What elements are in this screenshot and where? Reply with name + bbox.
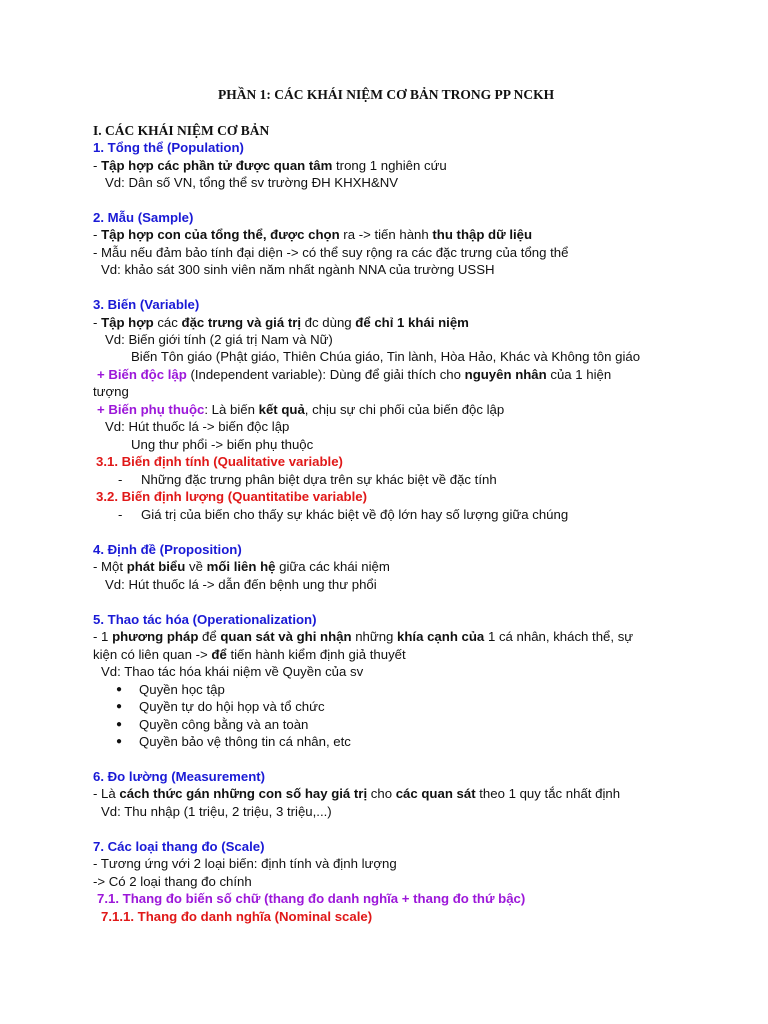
quantitative-variable-text: Giá trị của biến cho thấy sự khác biệt về độ lớn hay số lượng giữa chúng (141, 507, 569, 522)
dependent-variable-line: + Biến phụ thuộc: Là biến kết quả, chịu sự chi phối của biến độc lập (97, 402, 505, 417)
measurement-example: Vd: Thu nhập (1 triệu, 2 triệu, 3 triệu,...) (101, 804, 332, 819)
bullet-marker: ● (116, 684, 123, 695)
list-item: Quyền học tập (139, 682, 225, 697)
heading-quantitative-variable: 3.2. Biến định lượng (Quantitatibe variable) (96, 489, 367, 504)
variable-example-gender: Vd: Biến giới tính (2 giá trị Nam và Nữ) (105, 332, 333, 347)
heading-nominal-scale: 7.1.1. Thang đo danh nghĩa (Nominal scale) (101, 909, 373, 924)
heading-measurement: 6. Đo lường (Measurement) (93, 769, 266, 784)
independent-variable-line: + Biến độc lập (Independent variable): Dùng để giải thích cho nguyên nhân của 1 hiện (97, 367, 612, 382)
list-item: Quyền tự do hội họp và tổ chức (139, 699, 325, 714)
heading-sample: 2. Mẫu (Sample) (93, 210, 194, 225)
proposition-example: Vd: Hút thuốc lá -> dẫn đến bệnh ung thư phổi (105, 577, 377, 592)
bullet-marker: ● (116, 719, 123, 730)
heading-variable: 3. Biến (Variable) (93, 297, 200, 312)
bullet-marker: ● (116, 701, 123, 712)
qualitative-variable-text: Những đặc trưng phân biệt dựa trên sự khác biệt về đặc tính (141, 472, 497, 487)
independent-variable-line-cont: tượng (93, 384, 129, 399)
page-title: PHẦN 1: CÁC KHÁI NIỆM CƠ BẢN TRONG PP NCKH (218, 87, 555, 102)
scale-two-main-line: -> Có 2 loại thang đo chính (93, 874, 252, 889)
sample-representativeness: - Mẫu nếu đảm bảo tính đại diện -> có thể suy rộng ra các đặc trưng của tổng thể (93, 245, 569, 260)
bullet-marker: ● (116, 736, 123, 747)
operationalization-definition-cont: kiện có liên quan -> để tiến hành kiểm định giả thuyết (93, 647, 406, 662)
variable-definition: - Tập hợp các đặc trưng và giá trị đc dùng để chỉ 1 khái niệm (93, 315, 469, 330)
heading-scale: 7. Các loại thang đo (Scale) (93, 839, 265, 854)
sample-definition: - Tập hợp con của tổng thể, được chọn ra -> tiến hành thu thập dữ liệu (93, 227, 533, 242)
heading-operationalization: 5. Thao tác hóa (Operationalization) (93, 612, 317, 627)
population-example: Vd: Dân số VN, tổng thể sv trường ĐH KHXH&NV (105, 175, 399, 190)
proposition-definition: - Một phát biểu về mối liên hệ giữa các khái niệm (93, 559, 390, 574)
lung-cancer-example: Ung thư phổi -> biến phụ thuộc (131, 437, 314, 452)
scale-types-line: - Tương ứng với 2 loại biến: định tính và định lượng (93, 856, 397, 871)
smoking-example: Vd: Hút thuốc lá -> biến độc lập (105, 419, 290, 434)
dash-marker: - (118, 472, 123, 487)
population-definition: - Tập hợp các phần tử được quan tâm trong 1 nghiên cứu (93, 158, 447, 173)
list-item: Quyền công bằng và an toàn (139, 717, 309, 732)
heading-population: 1. Tổng thể (Population) (93, 140, 244, 155)
sample-example: Vd: khảo sát 300 sinh viên năm nhất ngành NNA của trường USSH (101, 262, 495, 277)
section-heading-I: I. CÁC KHÁI NIỆM CƠ BẢN (93, 123, 270, 138)
dash-marker: - (118, 507, 123, 522)
heading-text-variable-scale: 7.1. Thang đo biến số chữ (thang đo danh nghĩa + thang đo thứ bậc) (97, 891, 526, 906)
variable-example-religion: Biến Tôn giáo (Phật giáo, Thiên Chúa giáo, Tin lành, Hòa Hảo, Khác và Không tôn giáo (131, 349, 641, 364)
measurement-definition: - Là cách thức gán những con số hay giá trị cho các quan sát theo 1 quy tắc nhất định (93, 786, 621, 801)
list-item: Quyền bảo vệ thông tin cá nhân, etc (139, 734, 351, 749)
heading-proposition: 4. Định đề (Proposition) (93, 542, 242, 557)
operationalization-example: Vd: Thao tác hóa khái niệm về Quyền của sv (101, 664, 364, 679)
heading-qualitative-variable: 3.1. Biến định tính (Qualitative variable) (96, 454, 343, 469)
operationalization-definition: - 1 phương pháp để quan sát và ghi nhận những khía cạnh của 1 cá nhân, khách thể, sự (93, 629, 634, 644)
